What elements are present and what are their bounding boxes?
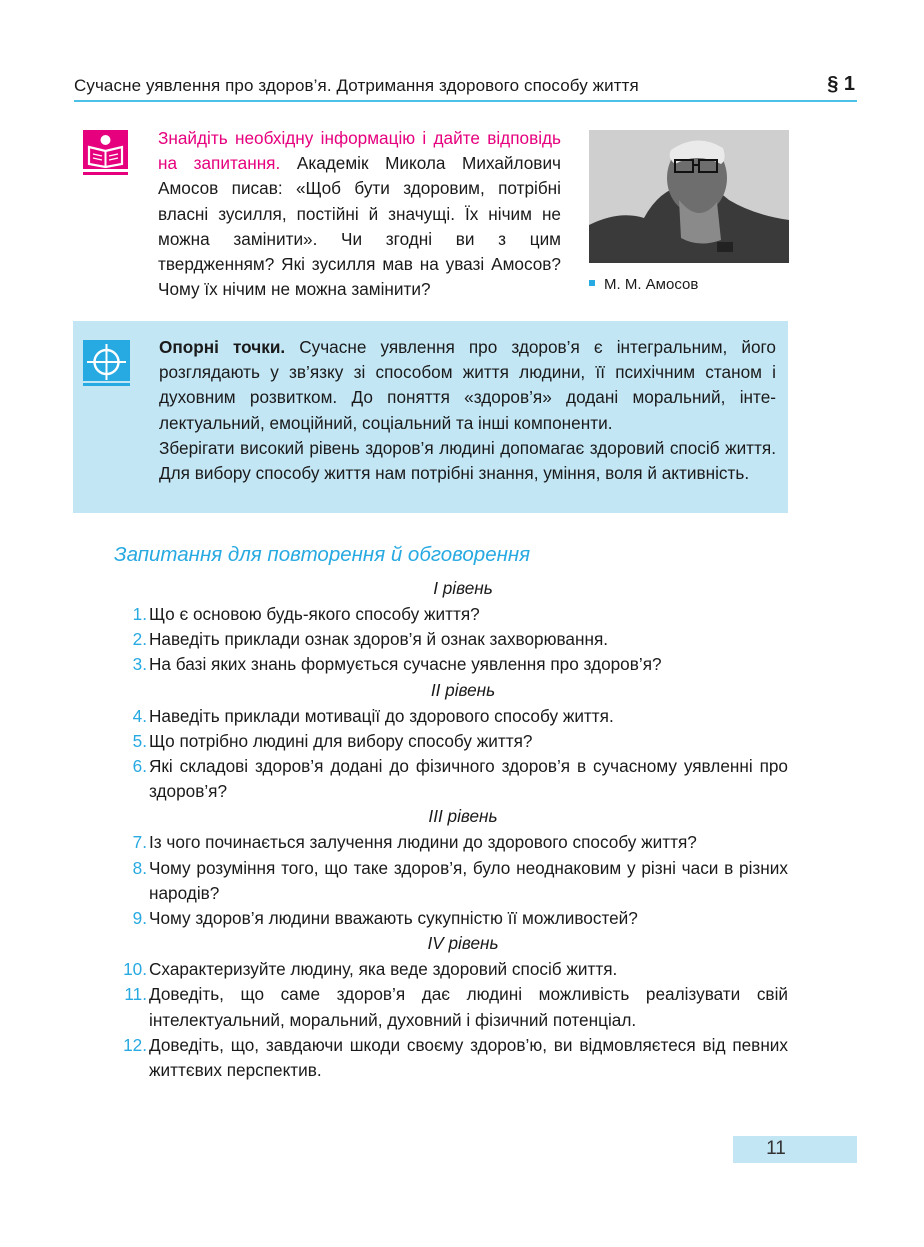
key-points-paragraph-1	[159, 335, 776, 436]
question-text: Які складові здоров’я додані до фізичного здоров’я в сучасному уявленні про здоров’я?	[149, 756, 788, 802]
question-number: 6.	[132, 756, 147, 777]
list-item	[114, 830, 788, 855]
search-task-text	[158, 126, 561, 302]
question-text: Доведіть, що, завдаючи шкоди своєму здоров’ю, ви відмовляєтеся від певних життєвих перспектив.	[149, 1034, 788, 1081]
level-heading-1: I рівень	[433, 578, 493, 598]
question-number: 1.	[132, 604, 147, 624]
question-number: 3.	[132, 654, 147, 675]
question-number: 8.	[132, 857, 147, 878]
key-points-paragraph-1-body: Сучасне уявлення про здоров’я є інтегральним, його розглядають у зв’язку зі способом життя людини, її психічним станом і духовним розвитком. До поняття «здоров’я» додані моральний, інтелектуальний, емоційний, соціальний та інші компоненти.	[159, 337, 776, 433]
key-points-title: Опорні точки.	[159, 337, 286, 357]
list-item	[114, 729, 788, 754]
question-text: На базі яких знань формується сучасне уявлення про здоров’я?	[149, 654, 662, 675]
list-item	[114, 906, 788, 931]
reading-book-icon	[83, 130, 128, 175]
photo-caption-text: М. М. Амосов	[604, 276, 699, 293]
list-item	[114, 754, 788, 804]
question-text: Доведіть, що саме здоров’я дає людині можливість реалізувати свій інтелектуальний, моральний, духовний і фізичний потенціал.	[149, 984, 788, 1030]
level-heading-2: II рівень	[430, 679, 496, 700]
list-item	[114, 704, 788, 729]
question-text: Чому здоров’я людини вважають сукупністю її можливостей?	[149, 908, 638, 929]
question-number: 2.	[132, 629, 147, 650]
photo-caption	[589, 276, 698, 293]
list-item	[114, 856, 788, 906]
level-heading-3: III рівень	[428, 806, 498, 827]
questions-section-title: Запитання для повторення й обговорення	[114, 543, 531, 566]
question-text: Наведіть приклади ознак здоров’я й ознак захворювання.	[149, 629, 609, 650]
key-points-text	[159, 335, 776, 486]
question-text: Із чого починається залучення людини до здорового способу життя?	[149, 832, 697, 853]
page-number: 11	[766, 1138, 786, 1159]
chapter-title: Сучасне уявлення про здоров’я. Дотримання здорового способу життя	[74, 76, 639, 95]
question-number: 9.	[132, 908, 147, 929]
caption-bullet-icon	[589, 280, 595, 286]
question-text: Чому розуміння того, що таке здоров’я, було неоднаковим у різні часи в різних народів?	[149, 857, 788, 903]
list-item	[114, 627, 788, 652]
key-points-paragraph-2: Зберігати високий рівень здоров’я людині допомагає здоровий спосіб життя. Для вибору способу життя нам потрібні знання, уміння, воля й активність.	[159, 437, 776, 484]
list-item	[114, 652, 788, 677]
question-number: 12.	[123, 1034, 147, 1055]
question-number: 10.	[123, 959, 147, 980]
question-text: Наведіть приклади мотивації до здорового способу життя.	[149, 705, 614, 726]
portrait-photo	[589, 130, 789, 263]
question-text: Що є основою будь-якого способу життя?	[149, 604, 480, 624]
paragraph-number: § 1	[827, 73, 855, 95]
question-number: 5.	[132, 730, 147, 751]
question-number: 4.	[132, 705, 147, 726]
list-item	[114, 1033, 788, 1083]
list-item	[114, 957, 788, 982]
question-text: Що потрібно людині для вибору способу життя?	[149, 730, 533, 751]
level-heading-4: IV рівень	[427, 933, 499, 954]
crosshair-target-icon	[83, 340, 130, 386]
page-number-box	[733, 1136, 857, 1163]
question-text: Схарактеризуйте людину, яка веде здоровий спосіб життя.	[149, 959, 618, 980]
list-item	[114, 602, 788, 627]
question-number: 11.	[124, 984, 147, 1005]
search-task-lead: Знайдіть необхідну інформацію і дайте відповідь на запитання.	[158, 128, 561, 174]
list-item	[114, 982, 788, 1032]
question-number: 7.	[132, 832, 147, 853]
search-task-body: Академік Микола Михайлович Амосов писав: «Щоб бути здоровим, потрібні власні зусилля, постійні й значущі. Їх нічим не можна замінити». Чи згодні ви з цим твердженням? Які зусилля мав на увазі Амосов? Чому їх нічим не можна замінити?	[158, 153, 561, 300]
running-header	[74, 72, 857, 102]
questions-list	[114, 576, 788, 1083]
